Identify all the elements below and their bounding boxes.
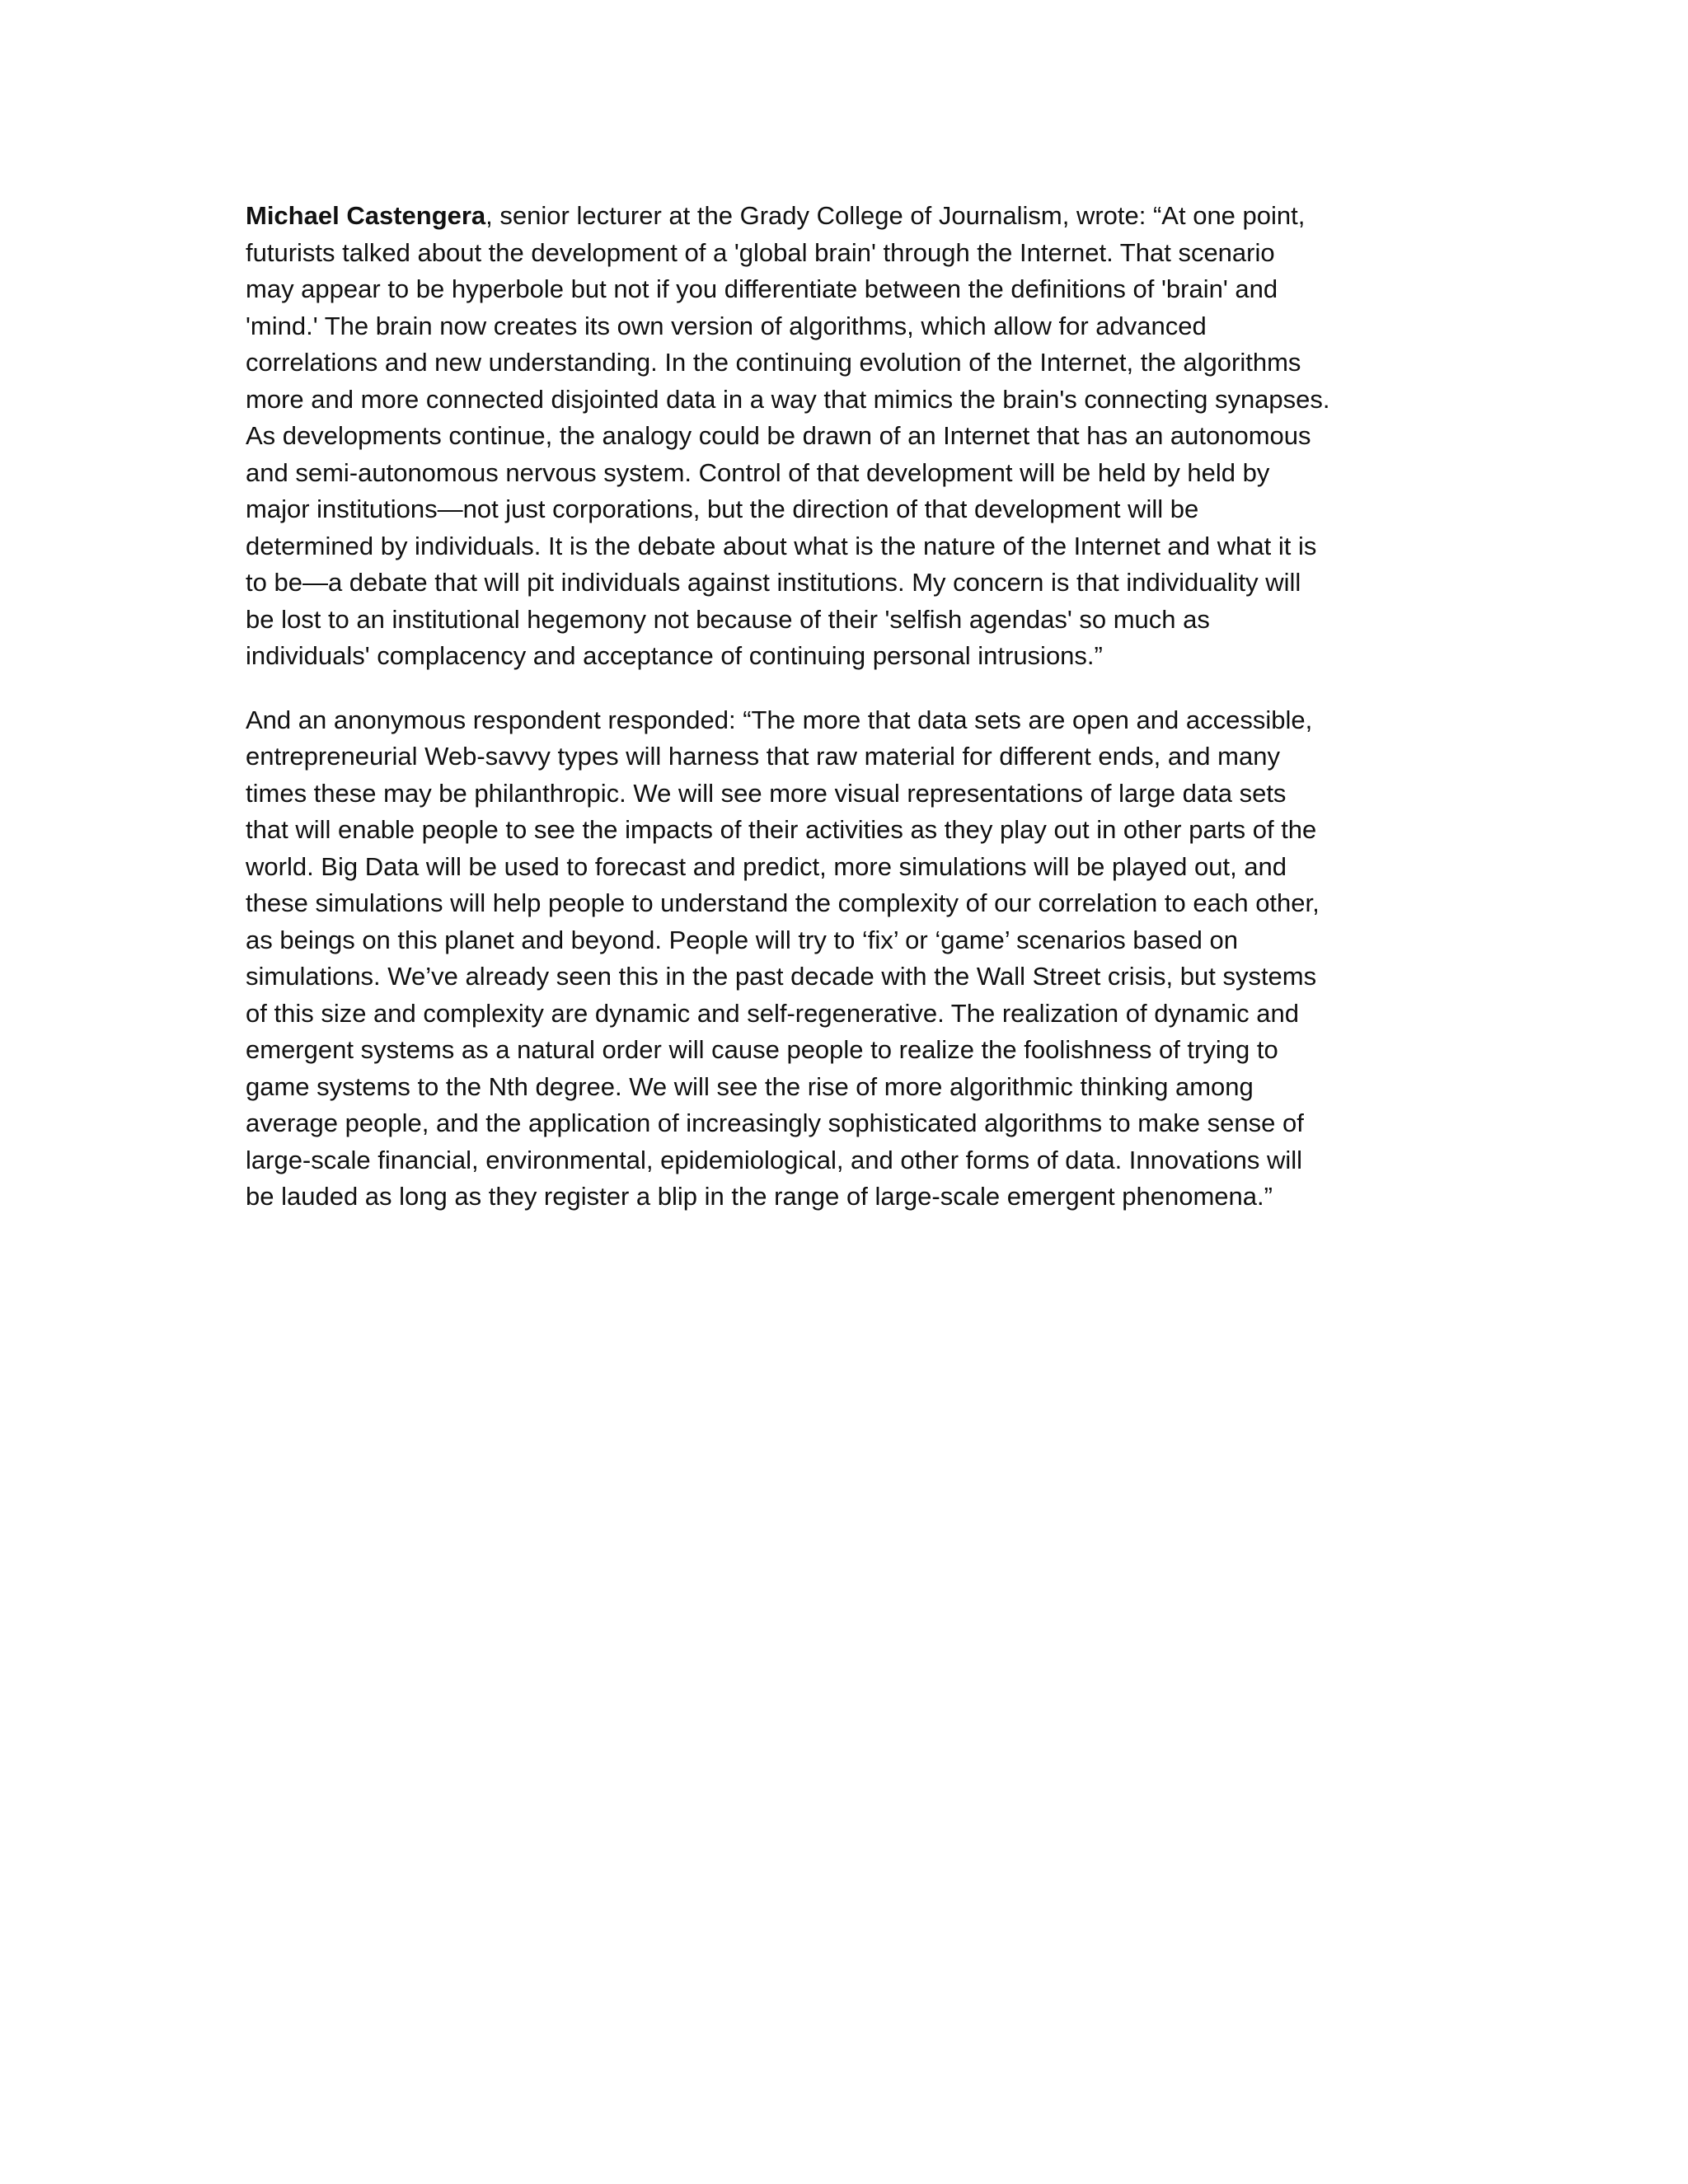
text-line: as beings on this planet and beyond. People will try to ‘fix’ or ‘game’ scenarios based on [246, 925, 1238, 954]
text-line: As developments continue, the analogy could be drawn of an Internet that has an autonomous [246, 421, 1311, 450]
text-line: times these may be philanthropic. We will see more visual representations of large data sets [246, 778, 1287, 808]
text-line: may appear to be hyperbole but not if you differentiate between the definitions of 'brain' and [246, 274, 1278, 303]
text-line: of this size and complexity are dynamic and self-regenerative. The realization of dynamic and [246, 998, 1299, 1028]
text-line: be lost to an institutional hegemony not because of their 'selfish agendas' so much as [246, 604, 1210, 634]
speaker-name: Michael Castengera [246, 201, 486, 230]
text-line: 'mind.' The brain now creates its own version of algorithms, which allow for advanced [246, 311, 1207, 340]
text-line: to be—a debate that will pit individuals against institutions. My concern is that individuality will [246, 568, 1301, 597]
text-line: be lauded as long as they register a blip in the range of large-scale emergent phenomena.” [246, 1182, 1273, 1211]
text-line: large-scale financial, environmental, epidemiological, and other forms of data. Innovations will [246, 1145, 1303, 1174]
text-line: emergent systems as a natural order will cause people to realize the foolishness of trying to [246, 1035, 1278, 1064]
document-body [246, 198, 1445, 1216]
text-line: these simulations will help people to understand the complexity of our correlation to each other, [246, 888, 1320, 917]
text-line: world. Big Data will be used to forecast and predict, more simulations will be played out, and [246, 851, 1287, 881]
text-line: entrepreneurial Web-savvy types will harness that raw material for different ends, and many [246, 742, 1280, 771]
text-line: correlations and new understanding. In the continuing evolution of the Internet, the algorithms [246, 348, 1301, 377]
text-line: average people, and the application of increasingly sophisticated algorithms to make sense of [246, 1108, 1304, 1137]
text-line: futurists talked about the development of a 'global brain' through the Internet. That scenario [246, 237, 1275, 267]
paragraph-castengera [246, 198, 1445, 675]
text-line: And an anonymous respondent responded: “The more that data sets are open and accessible, [246, 705, 1313, 734]
text-line: simulations. We’ve already seen this in the past decade with the Wall Street crisis, but systems [246, 962, 1317, 991]
text-line-content: , senior lecturer at the Grady College of Journalism, wrote: “At one point, [485, 201, 1306, 230]
text-line [246, 198, 1445, 235]
text-line: major institutions—not just corporations, but the direction of that development will be [246, 494, 1199, 523]
text-line: more and more connected disjointed data in a way that mimics the brain's connecting synapses. [246, 384, 1330, 414]
paragraph-anonymous-respondent [246, 702, 1445, 1216]
text-line: game systems to the Nth degree. We will see the rise of more algorithmic thinking among [246, 1071, 1254, 1101]
text-line: and semi-autonomous nervous system. Control of that development will be held by held by [246, 457, 1270, 487]
text-line: that will enable people to see the impacts of their activities as they play out in other parts of the [246, 815, 1317, 844]
text-line: individuals' complacency and acceptance of continuing personal intrusions.” [246, 641, 1103, 670]
text-line: determined by individuals. It is the debate about what is the nature of the Internet and what it is [246, 531, 1317, 560]
